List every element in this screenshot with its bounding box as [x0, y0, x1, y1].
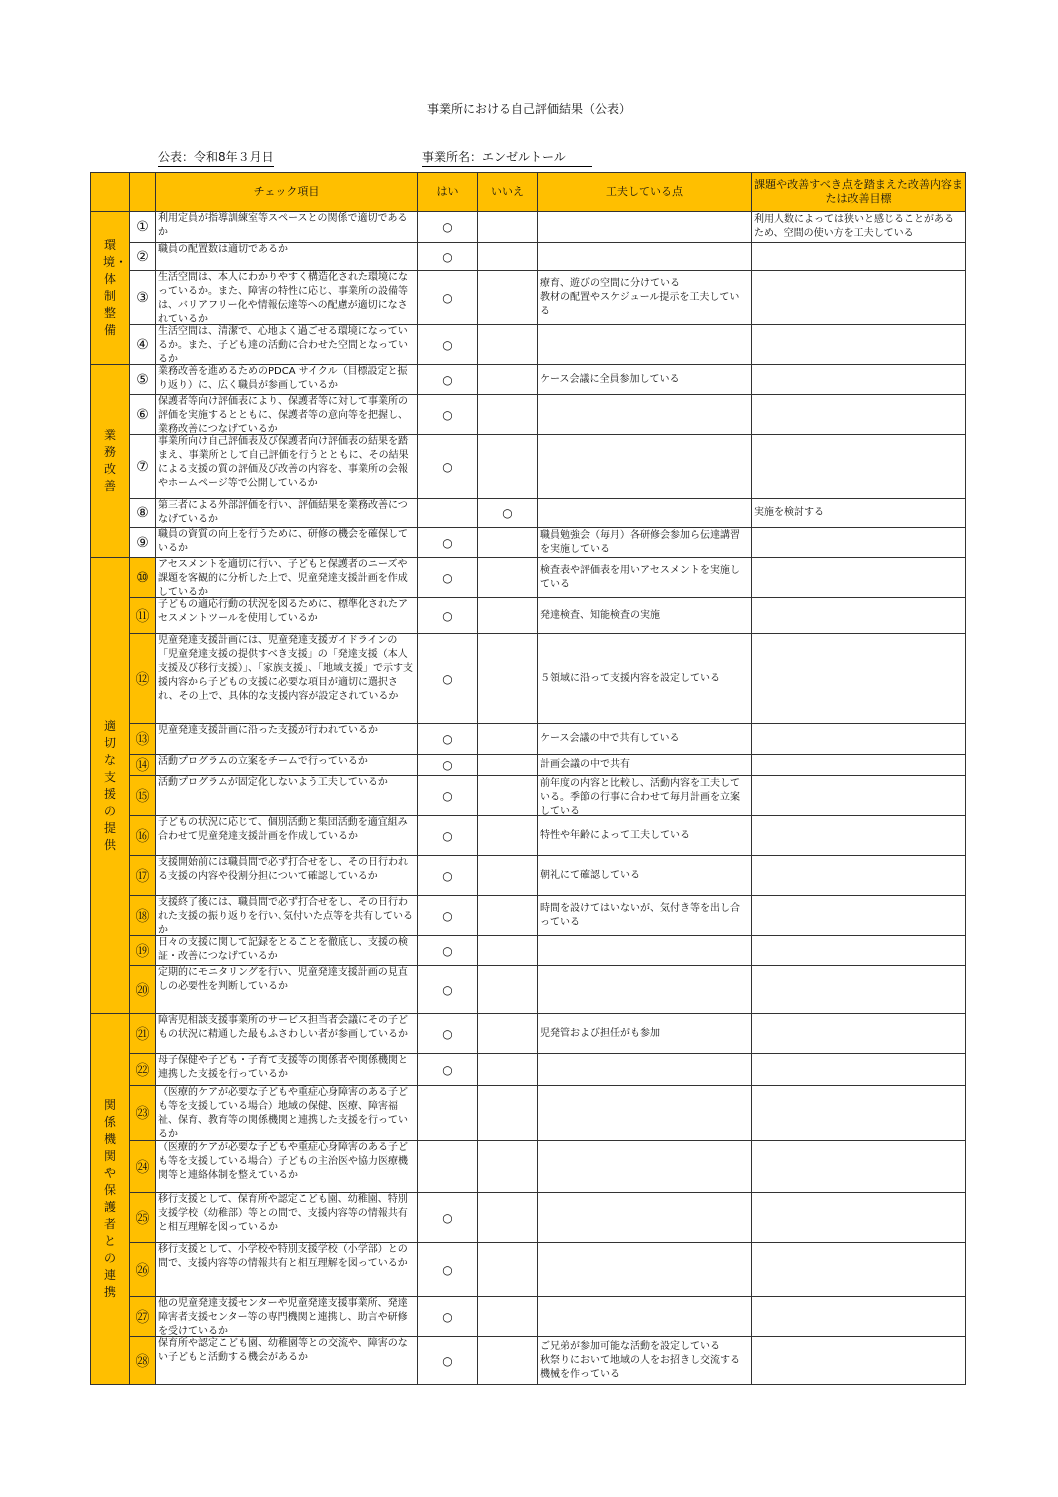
effort-text-cell: [538, 528, 752, 558]
check-item-text-cell: [156, 856, 418, 896]
table-row: [91, 365, 966, 395]
office-name: 事業所名：エンゼルトール: [422, 148, 592, 167]
page-title: 事業所における自己評価結果（公表）: [426, 102, 631, 116]
table-row: [91, 966, 966, 1014]
check-item-text-cell: [156, 816, 418, 856]
effort-text-cell: [538, 936, 752, 966]
item-number-cell: ㉓: [130, 1086, 156, 1141]
item-number-cell: ⑧: [130, 499, 156, 528]
yes-mark-cell: ○: [418, 755, 478, 776]
yes-mark-cell: ○: [418, 966, 478, 1014]
table-row: [91, 528, 966, 558]
item-number-cell: ⑤: [130, 365, 156, 395]
yes-mark-cell: ○: [418, 395, 478, 435]
no-mark-cell: [478, 896, 538, 936]
check-item-text: アセスメントを適切に行い、子どもと保護者のニーズや課題を客観的に分析した上で、児童発達支援計画を作成しているか: [158, 559, 408, 596]
table-row: [91, 816, 966, 856]
yes-mark-cell: [418, 1141, 478, 1193]
check-item-text: （医療的ケアが必要な子どもや重症心身障害のある子ども等を支援している場合）子どもの主治医や協力医療機関等と連絡体制を整えているか: [158, 1142, 408, 1181]
item-number-cell: ⑲: [130, 936, 156, 966]
check-item-text: 生活空間は、清潔で、心地よく過ごせる環境になっているか。また、子ども達の活動に合わせた空間となっているか: [158, 326, 408, 363]
check-item-text-cell: [156, 528, 418, 558]
improvement-text-cell: [752, 271, 966, 325]
no-mark-cell: [478, 435, 538, 499]
no-mark-cell: [478, 724, 538, 755]
item-number-cell: ㉔: [130, 1141, 156, 1193]
improvement-text-cell: [752, 1243, 966, 1297]
yes-mark-cell: ○: [418, 776, 478, 816]
effort-text-cell: [538, 896, 752, 936]
effort-text-cell: [538, 212, 752, 243]
category-label: 業務改善: [103, 428, 116, 493]
check-item-text: 子どもの適応行動の状況を図るために、標準化されたアセスメントツールを使用しているか: [158, 599, 408, 624]
item-number-cell: ㉑: [130, 1014, 156, 1054]
improvement-text-cell: [752, 598, 966, 634]
effort-text-cell: [538, 598, 752, 634]
item-number-cell: ④: [130, 325, 156, 365]
category-cell: [91, 1014, 130, 1385]
yes-mark-cell: ○: [418, 435, 478, 499]
item-number-cell: ②: [130, 243, 156, 271]
no-mark-cell: [478, 1141, 538, 1193]
table-row: [91, 499, 966, 528]
no-mark-cell: [478, 1193, 538, 1243]
effort-text: 前年度の内容と比較し、活動内容を工夫している。季節の行事に合わせて毎月計画を立案している: [540, 777, 740, 815]
no-mark-cell: [478, 365, 538, 395]
table-row: [91, 776, 966, 816]
effort-text-cell: [538, 558, 752, 598]
check-item-text-cell: [156, 936, 418, 966]
check-item-text-cell: [156, 776, 418, 816]
check-item-text-cell: [156, 1297, 418, 1337]
no-mark-cell: [478, 598, 538, 634]
table-row: [91, 1337, 966, 1385]
check-item-text: 職員の配置数は適切であるか: [158, 244, 288, 255]
effort-text-cell: [538, 1014, 752, 1054]
yes-mark-cell: ○: [418, 1193, 478, 1243]
item-number-cell: ⑭: [130, 755, 156, 776]
check-item-text-cell: [156, 1086, 418, 1141]
item-number-cell: ㉗: [130, 1297, 156, 1337]
category-cell: [91, 558, 130, 1014]
check-item-text: 保護者等向け評価表により、保護者等に対して事業所の評価を実施するとともに、保護者等の意向等を把握し、業務改善につなげているか: [158, 396, 408, 433]
item-number-cell: ⑰: [130, 856, 156, 896]
effort-text-cell: [538, 856, 752, 896]
table-row: [91, 435, 966, 499]
check-item-text-cell: [156, 395, 418, 435]
improvement-header: 課題や改善すべき点を踏まえた改善内容または改善目標: [752, 173, 966, 212]
improvement-text-cell: [752, 776, 966, 816]
category-label: 関係機関や保護者との連携: [103, 1098, 116, 1299]
no-mark-cell: [478, 1243, 538, 1297]
check-item-text: 支援開始前には職員間で必ず打合せをし、その日行われる支援の内容や役割分担について確認しているか: [158, 857, 408, 882]
yes-mark-cell: ○: [418, 724, 478, 755]
yes-mark-cell: ○: [418, 325, 478, 365]
item-number-cell: ①: [130, 212, 156, 243]
check-item-text-cell: [156, 966, 418, 1014]
effort-text: ケース会議の中で共有している: [540, 733, 680, 744]
effort-text: 職員勉強会（毎月）各研修会参加ら伝達講習を実施している: [540, 529, 740, 555]
number-header: [130, 173, 156, 212]
effort-text-cell: [538, 243, 752, 271]
item-number-cell: ③: [130, 271, 156, 325]
yes-mark-cell: ○: [418, 896, 478, 936]
item-number-cell: ⑬: [130, 724, 156, 755]
check-item-text: 他の児童発達支援センターや児童発達支援事業所、発達障害者支援センター等の専門機関と連携し、助言や研修を受けているか: [158, 1298, 408, 1335]
effort-text-cell: [538, 1141, 752, 1193]
improvement-text: 利用人数によっては狭いと感じることがあるため、空間の使い方を工夫している: [754, 214, 954, 239]
table-row: [91, 598, 966, 634]
check-item-text: 支援終了後には、職員間で必ず打合せをし、その日行われた支援の振り返りを行い､気付いた点等を共有しているか: [158, 897, 413, 934]
effort-text: 療育、遊びの空間に分けている 教材の配置やスケジュール提示を工夫している: [540, 277, 740, 317]
item-number-cell: ⑦: [130, 435, 156, 499]
effort-text: 計画会議の中で共有: [540, 759, 630, 770]
header-row: [91, 173, 966, 212]
item-number-cell: ㉒: [130, 1054, 156, 1086]
effort-text: 特性や年齢によって工夫している: [540, 829, 690, 841]
evaluation-rows: [91, 212, 966, 1385]
no-mark-cell: [478, 755, 538, 776]
effort-text-cell: [538, 816, 752, 856]
yes-mark-cell: ○: [418, 1014, 478, 1054]
category-header: [91, 173, 130, 212]
improvement-text-cell: [752, 243, 966, 271]
item-number-cell: ⑳: [130, 966, 156, 1014]
table-row: [91, 856, 966, 896]
effort-text-cell: [538, 1243, 752, 1297]
check-item-text-cell: [156, 1193, 418, 1243]
check-item-text-cell: [156, 271, 418, 325]
yes-mark-cell: ○: [418, 1337, 478, 1385]
check-item-text: 児童発達支援計画には、児童発達支援ガイドラインの「児童発達支援の提供すべき支援」の「発達支援（本人支援及び移行支援）」、「家族支援」、「地域支援」で示す支援内容から子どもの支援に必要な項目が適切に選択され、その上で、具体的な支援内容が設定されているか: [158, 635, 413, 702]
effort-text-cell: [538, 634, 752, 724]
effort-text: ケース会議に全員参加している: [540, 373, 680, 385]
effort-text-cell: [538, 724, 752, 755]
item-number-cell: ⑮: [130, 776, 156, 816]
table-row: [91, 1141, 966, 1193]
no-mark-cell: ○: [478, 499, 538, 528]
no-mark-cell: [478, 1297, 538, 1337]
category-label: 適切な支援の提供: [103, 718, 116, 852]
improvement-text-cell: [752, 896, 966, 936]
yes-mark-cell: ○: [418, 271, 478, 325]
effort-text: 時間を設けてはいないが、気付き等を出し合っている: [540, 902, 740, 928]
item-number-cell: ⑥: [130, 395, 156, 435]
no-mark-cell: [478, 243, 538, 271]
category-cell: [91, 212, 130, 365]
improvement-text-cell: [752, 1337, 966, 1385]
table-row: [91, 1193, 966, 1243]
improvement-text-cell: [752, 1297, 966, 1337]
yes-mark-cell: [418, 1086, 478, 1141]
effort-text-cell: [538, 1297, 752, 1337]
check-item-text: 移行支援として、保育所や認定こども園、幼稚園、特別支援学校（幼稚部）等との間で、支援内容等の情報共有と相互理解を図っているか: [158, 1194, 408, 1233]
check-item-text-cell: [156, 435, 418, 499]
check-item-text-cell: [156, 1141, 418, 1193]
improvement-text-cell: [752, 936, 966, 966]
item-number-cell: ⑱: [130, 896, 156, 936]
effort-text: 発達検査、知能検査の実施: [540, 609, 660, 621]
improvement-text-cell: [752, 325, 966, 365]
no-mark-cell: [478, 1014, 538, 1054]
yes-mark-cell: ○: [418, 1243, 478, 1297]
table-row: [91, 896, 966, 936]
effort-text-cell: [538, 435, 752, 499]
check-item-text-cell: [156, 1014, 418, 1054]
improvement-text-cell: [752, 1054, 966, 1086]
effort-text-cell: [538, 395, 752, 435]
item-number-cell: ⑯: [130, 816, 156, 856]
yes-mark-cell: ○: [418, 816, 478, 856]
effort-text: ご兄弟が参加可能な活動を設定している 秋祭りにおいて地域の人をお招きし交流する機械を作っている: [540, 1340, 740, 1380]
yes-mark-cell: ○: [418, 212, 478, 243]
improvement-text-cell: [752, 816, 966, 856]
check-item-text: 業務改善を進めるためのPDCA サイクル（目標設定と振り返り）に、広く職員が参画しているか: [158, 366, 408, 391]
check-item-text-cell: [156, 499, 418, 528]
check-item-text-cell: [156, 896, 418, 936]
table-row: [91, 1297, 966, 1337]
check-item-text-cell: [156, 212, 418, 243]
no-mark-cell: [478, 212, 538, 243]
check-item-text-cell: [156, 1337, 418, 1385]
check-item-text: 利用定員が指導訓練室等スペースとの関係で適切であるか: [158, 213, 408, 238]
improvement-text-cell: [752, 528, 966, 558]
check-item-text-cell: [156, 558, 418, 598]
yes-mark-cell: ○: [418, 1054, 478, 1086]
check-item-text-cell: [156, 365, 418, 395]
improvement-text-cell: [752, 724, 966, 755]
table-row: [91, 558, 966, 598]
improvement-text-cell: [752, 856, 966, 896]
table-row: [91, 243, 966, 271]
table-row: [91, 1014, 966, 1054]
table-row: [91, 395, 966, 435]
improvement-text-cell: [752, 499, 966, 528]
table-row: [91, 724, 966, 755]
improvement-text-cell: [752, 365, 966, 395]
published-date: 公表：令和8年３月日: [158, 148, 274, 167]
effort-text-cell: [538, 1193, 752, 1243]
check-item-text: 定期的にモニタリングを行い、児童発達支援計画の見直しの必要性を判断しているか: [158, 967, 408, 992]
table-row: [91, 1054, 966, 1086]
check-item-text: 第三者による外部評価を行い、評価結果を業務改善につなげているか: [158, 500, 408, 525]
check-item-text: 活動プログラムが固定化しないよう工夫しているか: [158, 777, 388, 788]
yes-mark-cell: ○: [418, 936, 478, 966]
category-cell: [91, 365, 130, 558]
no-mark-cell: [478, 634, 538, 724]
item-number-cell: ⑨: [130, 528, 156, 558]
effort-text: ５領域に沿って支援内容を設定している: [540, 672, 720, 684]
no-mark-cell: [478, 856, 538, 896]
improvement-text-cell: [752, 558, 966, 598]
check-item-text: 職員の資質の向上を行うために、研修の機会を確保しているか: [158, 529, 408, 554]
effort-text-cell: [538, 1054, 752, 1086]
yes-mark-cell: [418, 499, 478, 528]
effort-text: 検査表や評価表を用いアセスメントを実施している: [540, 564, 740, 590]
check-item-text: 日々の支援に関して記録をとることを徹底し、支援の検証・改善につなげているか: [158, 937, 408, 962]
check-item-text-cell: [156, 755, 418, 776]
yes-mark-cell: ○: [418, 243, 478, 271]
check-item-text: 児童発達支援計画に沿った支援が行われているか: [158, 725, 378, 736]
improvement-text-cell: [752, 966, 966, 1014]
effort-text-cell: [538, 365, 752, 395]
effort-text-cell: [538, 755, 752, 776]
check-item-text-cell: [156, 1054, 418, 1086]
yes-mark-cell: ○: [418, 558, 478, 598]
yes-mark-cell: ○: [418, 528, 478, 558]
evaluation-table: [90, 172, 966, 1385]
no-mark-cell: [478, 816, 538, 856]
check-item-text-cell: [156, 634, 418, 724]
no-mark-cell: [478, 776, 538, 816]
item-number-cell: ⑫: [130, 634, 156, 724]
table-row: [91, 271, 966, 325]
yes-mark-cell: ○: [418, 365, 478, 395]
table-row: [91, 212, 966, 243]
improvement-text-cell: [752, 1014, 966, 1054]
category-label: 環境・体制整備: [103, 238, 128, 337]
no-header: いいえ: [478, 173, 538, 212]
improvement-text-cell: [752, 212, 966, 243]
check-item-text-cell: [156, 724, 418, 755]
no-mark-cell: [478, 528, 538, 558]
improvement-text-cell: [752, 435, 966, 499]
improvement-text: 実施を検討する: [754, 507, 824, 518]
table-row: [91, 634, 966, 724]
table-row: [91, 325, 966, 365]
improvement-text-cell: [752, 1086, 966, 1141]
table-row: [91, 755, 966, 776]
item-number-cell: ㉕: [130, 1193, 156, 1243]
check-item-text-cell: [156, 325, 418, 365]
no-mark-cell: [478, 1086, 538, 1141]
check-item-text: 事業所向け自己評価表及び保護者向け評価表の結果を踏まえ、事業所として自己評価を行うとともに、その結果による支援の質の評価及び改善の内容を、事業所の会報やホームページ等で公開しているか: [158, 436, 409, 489]
no-mark-cell: [478, 325, 538, 365]
effort-text-cell: [538, 499, 752, 528]
effort-text: 朝礼にて確認している: [540, 869, 640, 881]
check-item-text: 母子保健や子ども・子育て支援等の関係者や関係機関と連携した支援を行っているか: [158, 1055, 408, 1080]
yes-mark-cell: ○: [418, 1297, 478, 1337]
improvement-text-cell: [752, 634, 966, 724]
check-item-text: 活動プログラムの立案をチームで行っているか: [158, 756, 368, 767]
check-item-text: 障害児相談支援事業所のサービス担当者会議にその子どもの状況に精通した最もふさわしい者が参画しているか: [158, 1015, 408, 1040]
no-mark-cell: [478, 1337, 538, 1385]
table-row: [91, 936, 966, 966]
item-number-cell: ㉖: [130, 1243, 156, 1297]
effort-text-cell: [538, 1086, 752, 1141]
effort-text-cell: [538, 776, 752, 816]
improvement-text-cell: [752, 1193, 966, 1243]
improvement-text-cell: [752, 395, 966, 435]
effort-text-cell: [538, 271, 752, 325]
effort-header: 工夫している点: [538, 173, 752, 212]
no-mark-cell: [478, 271, 538, 325]
check-item-text: 子どもの状況に応じて、個別活動と集団活動を適宜組み合わせて児童発達支援計画を作成しているか: [158, 817, 408, 842]
check-item-text-cell: [156, 598, 418, 634]
check-item-text: 保育所や認定こども園、幼稚園等との交流や、障害のない子どもと活動する機会があるか: [158, 1338, 408, 1363]
yes-header: はい: [418, 173, 478, 212]
effort-text-cell: [538, 966, 752, 1014]
table-row: [91, 1086, 966, 1141]
check-item-text: 移行支援として、小学校や特別支援学校（小学部）との間で、支援内容等の情報共有と相互理解を図っているか: [158, 1244, 408, 1269]
check-item-text: （医療的ケアが必要な子どもや重症心身障害のある子ども等を支援している場合）地域の保健、医療、障害福祉、保育、教育等の関係機関と連携した支援を行っているか: [158, 1087, 408, 1139]
effort-text: 児発管および担任がも参加: [540, 1027, 660, 1039]
yes-mark-cell: ○: [418, 634, 478, 724]
item-number-cell: ⑪: [130, 598, 156, 634]
check-item-text-cell: [156, 243, 418, 271]
no-mark-cell: [478, 966, 538, 1014]
item-number-cell: ⑩: [130, 558, 156, 598]
improvement-text-cell: [752, 755, 966, 776]
yes-mark-cell: ○: [418, 856, 478, 896]
improvement-text-cell: [752, 1141, 966, 1193]
no-mark-cell: [478, 936, 538, 966]
no-mark-cell: [478, 1054, 538, 1086]
yes-mark-cell: ○: [418, 598, 478, 634]
effort-text-cell: [538, 325, 752, 365]
effort-text-cell: [538, 1337, 752, 1385]
item-number-cell: ㉘: [130, 1337, 156, 1385]
table-row: [91, 1243, 966, 1297]
no-mark-cell: [478, 558, 538, 598]
no-mark-cell: [478, 395, 538, 435]
check-item-text-cell: [156, 1243, 418, 1297]
check-item-text: 生活空間は、本人にわかりやすく構造化された環境になっているか。また、障害の特性に応じ、事業所の設備等は、バリアフリー化や情報伝達等への配慮が適切になされているか: [158, 272, 408, 323]
check-item-header: チェック項目: [156, 173, 418, 212]
